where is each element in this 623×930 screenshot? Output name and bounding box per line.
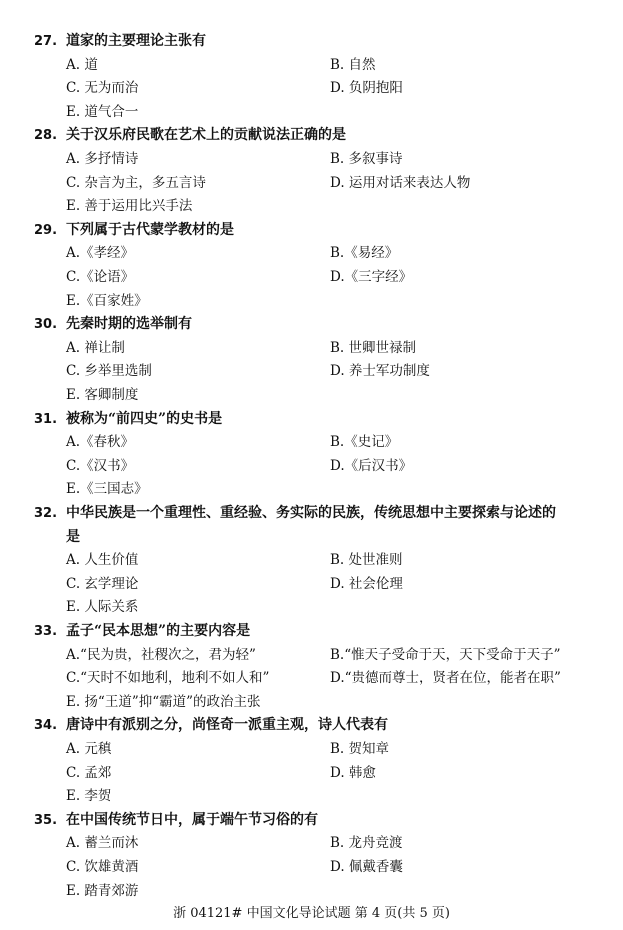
question-stem-continuation <box>0 526 623 550</box>
option-b: B. 世卿世禄制 <box>330 339 417 356</box>
question-number: 30. <box>34 317 58 333</box>
option-c: C. 杂言为主，多五言诗 <box>66 174 206 191</box>
question-text: 道家的主要理论主张有 <box>66 33 206 49</box>
question-number: 32. <box>34 506 58 521</box>
question-stem <box>0 313 623 337</box>
question-stem <box>0 714 623 738</box>
question-stem <box>0 219 623 243</box>
option-e: E. 人际关系 <box>66 599 139 616</box>
question-number: 33. <box>34 624 58 639</box>
question-text-continued: 是 <box>66 528 80 545</box>
option-a: A. 元稹 <box>66 740 112 757</box>
question-number: 35. <box>34 812 58 828</box>
option-d: D. 负阴抱阳 <box>330 80 403 97</box>
question-number: 31. <box>34 411 58 427</box>
option-a: A. 蓄兰而沐 <box>66 835 139 852</box>
question-30 <box>0 313 623 407</box>
option-e: E. 扬“王道”抑“霸道”的政治主张 <box>66 693 261 710</box>
option-b: B.《易经》 <box>330 245 399 262</box>
question-34 <box>0 714 623 808</box>
option-a: A. 禅让制 <box>66 339 125 356</box>
question-number: 34. <box>34 718 58 734</box>
option-d: D. 养士军功制度 <box>330 363 430 380</box>
option-e: E. 踏青郊游 <box>66 882 139 899</box>
question-27 <box>0 30 623 124</box>
question-28 <box>0 124 623 218</box>
option-b: B.《史记》 <box>330 434 399 451</box>
option-e: E. 善于运用比兴手法 <box>66 198 193 215</box>
question-text: 被称为“前四史”的史书是 <box>66 410 223 427</box>
question-text: 在中国传统节日中，属于端午节习俗的有 <box>66 811 318 828</box>
option-c: C. 玄学理论 <box>66 575 139 592</box>
option-c: C. 饮雄黄酒 <box>66 858 139 875</box>
question-31 <box>0 408 623 502</box>
option-d: D. 韩愈 <box>330 764 376 781</box>
option-c: C.“天时不如地利，地利不如人和” <box>66 670 270 687</box>
option-b: B. 龙舟竞渡 <box>330 835 403 852</box>
option-e: E. 客卿制度 <box>66 386 139 403</box>
question-35 <box>0 809 623 903</box>
option-a: A. 人生价值 <box>66 552 139 569</box>
option-c: C.《论语》 <box>66 268 135 285</box>
option-a: A. 多抒情诗 <box>66 150 139 167</box>
option-d: D. 运用对话来表达人物 <box>330 174 471 191</box>
option-c: C.《汉书》 <box>66 457 135 474</box>
question-29 <box>0 219 623 313</box>
question-stem <box>0 620 623 644</box>
option-a: A.“民为贵，社稷次之，君为轻” <box>66 646 256 663</box>
option-b: B.“惟天子受命于天，天下受命于天子” <box>330 646 561 663</box>
option-a: A.《孝经》 <box>66 245 135 262</box>
page-footer: 浙 04121# 中国文化导论试题 第 4 页(共 5 页) <box>173 906 450 921</box>
option-a: A. 道 <box>66 56 98 73</box>
option-d: D. 佩戴香囊 <box>330 858 403 875</box>
question-text: 唐诗中有派别之分，尚怪奇一派重主观，诗人代表有 <box>66 717 388 734</box>
option-c: C. 乡举里选制 <box>66 363 152 380</box>
question-number: 28. <box>34 128 58 144</box>
option-b: B. 贺知章 <box>330 740 390 757</box>
question-number: 27. <box>34 34 58 49</box>
option-c: C. 无为而治 <box>66 80 139 97</box>
question-text: 中华民族是一个重理性、重经验、务实际的民族，传统思想中主要探索与论述的 <box>66 505 556 521</box>
option-e: E. 道气合一 <box>66 103 139 120</box>
question-stem <box>0 809 623 833</box>
question-stem <box>0 124 623 148</box>
option-e: E. 李贺 <box>66 788 112 805</box>
option-e: E.《三国志》 <box>66 481 148 498</box>
option-d: D. 社会伦理 <box>330 575 403 592</box>
option-d: D.“贵德而尊士，贤者在位，能者在职” <box>330 670 561 687</box>
question-number: 29. <box>34 222 58 238</box>
question-stem <box>0 408 623 432</box>
question-text: 孟子“民本思想”的主要内容是 <box>66 623 251 639</box>
question-text: 关于汉乐府民歌在艺术上的贡献说法正确的是 <box>66 127 346 144</box>
question-32 <box>0 502 623 620</box>
option-c: C. 孟郊 <box>66 764 112 781</box>
option-b: B. 多叙事诗 <box>330 150 403 167</box>
question-text: 先秦时期的选举制有 <box>66 316 192 333</box>
question-33 <box>0 620 623 714</box>
question-stem <box>0 502 623 526</box>
option-a: A.《春秋》 <box>66 434 135 451</box>
option-b: B. 处世准则 <box>330 552 403 569</box>
question-stem <box>0 30 623 54</box>
option-d: D.《后汉书》 <box>330 457 413 474</box>
option-b: B. 自然 <box>330 56 376 73</box>
question-text: 下列属于古代蒙学教材的是 <box>66 221 234 238</box>
option-e: E.《百家姓》 <box>66 292 148 309</box>
option-d: D.《三字经》 <box>330 268 413 285</box>
